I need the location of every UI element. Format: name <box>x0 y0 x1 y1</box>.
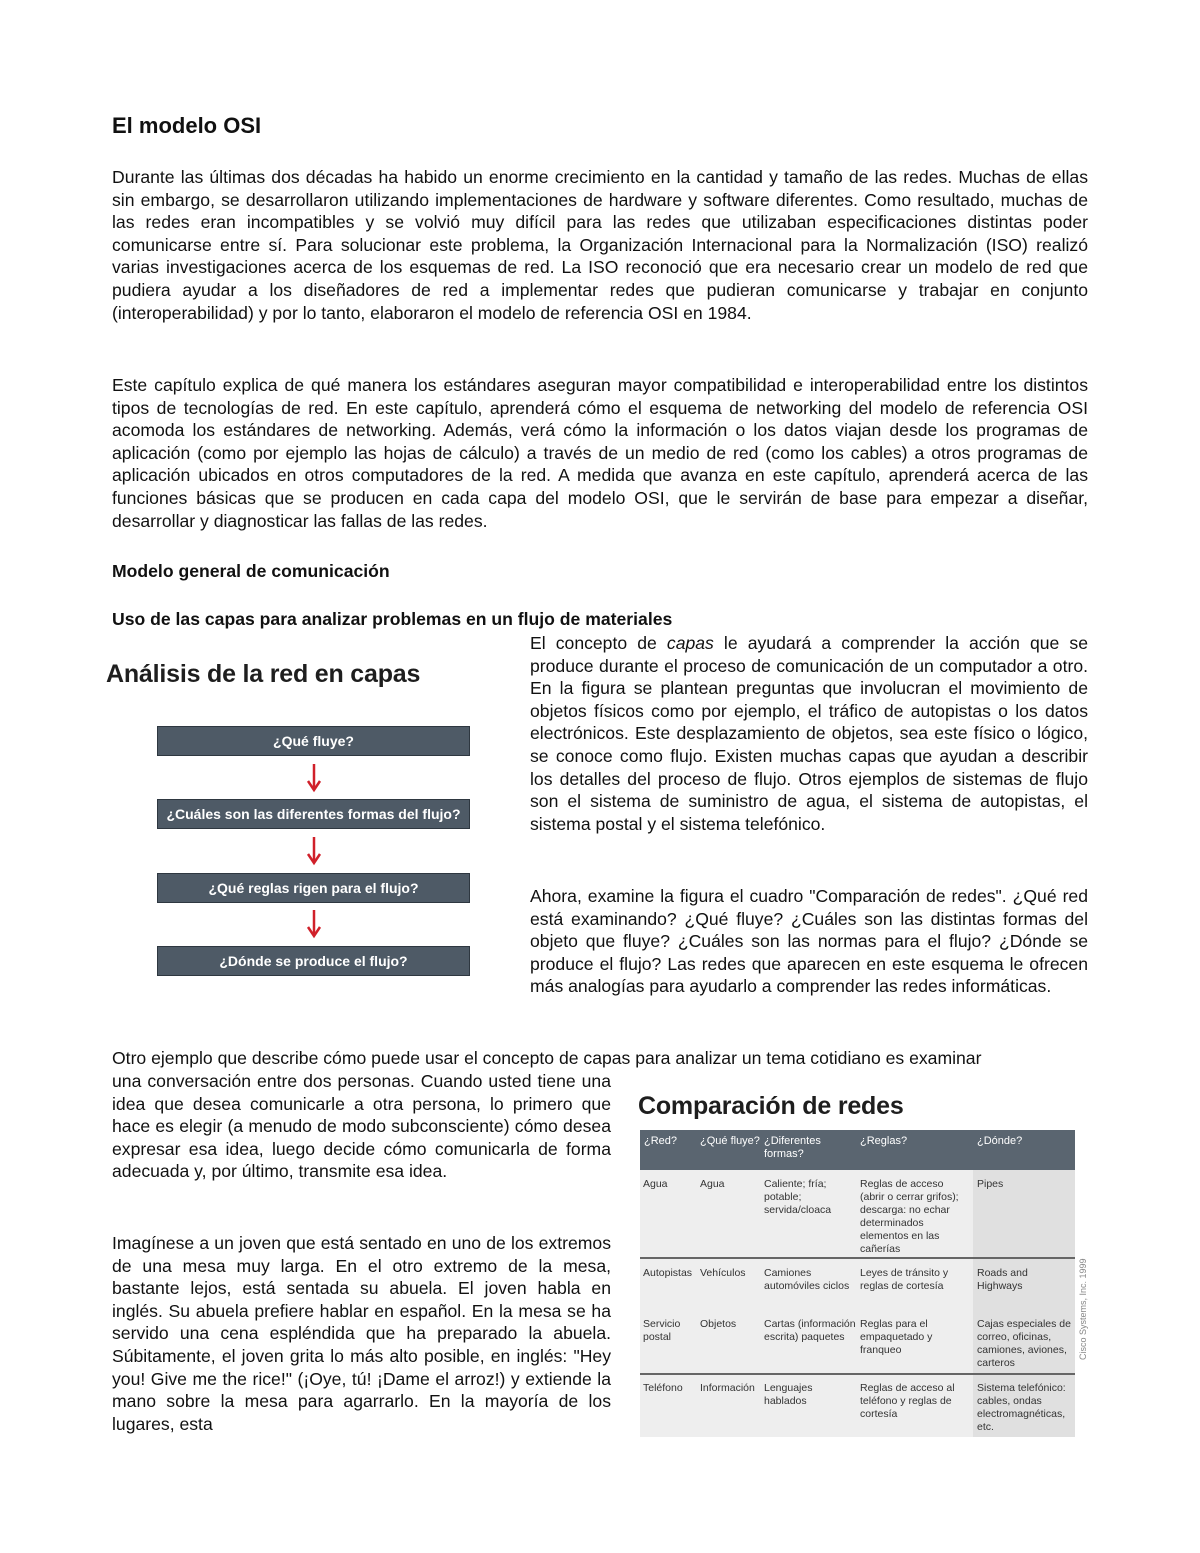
table-cell: Vehículos <box>700 1267 746 1279</box>
table-cell: Leyes de tránsito y reglas de cortesía <box>860 1267 949 1292</box>
flow-box-reglas: ¿Qué reglas rigen para el flujo? <box>157 873 470 903</box>
paragraph-joven: Imagínese a un joven que está sentado en uno de los extremos de una mesa muy larga. En el otro extremo de la mesa, bastante lejos, está sentada su abuela. El joven habla en inglés. Su abuela prefiere hablar en español. En la mesa se ha servido una cena espléndida que ha preparado la abuela. Súbitamente, el joven grita lo más alto posible, en inglés: "Hey you! Give me the rice!" (¡Oye, tú! ¡Dame el arroz!) y extiende la mano sobre la mesa para agarrarlo. En la mayoría de los lugares, esta <box>112 1233 611 1434</box>
figure2-title: Comparación de redes <box>638 1092 904 1120</box>
table-cell: Objetos <box>700 1318 737 1330</box>
emphasis-capas: capas <box>666 633 714 653</box>
paragraph-intro: Durante las últimas dos décadas ha habido un enorme crecimiento en la cantidad y tamaño de las redes. Muchas de ellas sin embargo, se desarrollaron utilizando implementaciones de hardware y software diferentes. Como resultado, muchas de las redes eran incompatibles y se volvió muy difícil para las redes que utilizaban especificaciones distintas poder comunicarse entre sí. Para solucionar este problema, la Organización Internacional para la Normalización (ISO) realizó varias investigaciones acerca de los esquemas de red. La ISO reconoció que era necesario crear un modelo de red que pudiera ayudar a los diseñadores de red a implementar redes que pudieran comunicarse y trabajar en conjunto (interoperabilidad) y por lo tanto, elaboraron el modelo de referencia OSI en 1984. <box>112 167 1088 323</box>
table-header-cell: ¿Diferentes formas? <box>764 1135 821 1160</box>
table-cell: Sistema telefónico: cables, ondas electromagnéticas, etc. <box>977 1382 1066 1433</box>
table-cell: Cartas (información escrita) paquetes <box>764 1318 856 1343</box>
down-arrow-icon <box>306 910 322 940</box>
paragraph-otro-ejemplo: Otro ejemplo que describe cómo puede usar el concepto de capas para analizar un tema cotidiano es examinar <box>112 1048 982 1068</box>
table-cell: Reglas para el empaquetado y franqueo <box>860 1318 933 1356</box>
table-header-cell: ¿Red? <box>644 1135 678 1147</box>
down-arrow-icon <box>306 837 322 867</box>
table-cell: Información <box>700 1382 755 1394</box>
table-cell: Pipes <box>977 1178 1004 1190</box>
table-cell: Camiones automóviles ciclos <box>764 1267 850 1292</box>
figure1-title: Análisis de la red en capas <box>106 660 421 688</box>
flow-box-formas: ¿Cuáles son las diferentes formas del flujo? <box>157 799 470 829</box>
comparison-table <box>640 1130 1075 1437</box>
table-cell: Lenguajes hablados <box>764 1382 813 1407</box>
table-cell: Caliente; fría; potable; servida/cloaca <box>764 1178 832 1216</box>
table-cell: Servicio postal <box>643 1318 681 1343</box>
table-cell: Autopistas <box>643 1267 693 1279</box>
flow-box-que-fluye: ¿Qué fluye? <box>157 726 470 756</box>
paragraph-capas: El concepto de capas le ayudará a comprender la acción que se produce durante el proceso de comunicación de un computador a otro. En la figura se plantean preguntas que involucran el movimiento de objetos físicos como por ejemplo, el tráfico de autopistas o los datos electrónicos. Este desplazamiento de objetos, sea este físico o lógico, se conoce como flujo. Existen muchas capas que ayudan a describir los detalles del proceso de flujo. Otros ejemplos de sistemas de flujo son el sistema de suministro de agua, el sistema de autopistas, el sistema postal y el sistema telefónico. <box>530 633 1088 834</box>
table-cell: Agua <box>700 1178 725 1190</box>
table-cell: Reglas de acceso al teléfono y reglas de cortesía <box>860 1382 955 1420</box>
table-header-cell: ¿Dónde? <box>977 1135 1023 1147</box>
flow-box-donde: ¿Dónde se produce el flujo? <box>157 946 470 976</box>
document-title: El modelo OSI <box>112 113 262 138</box>
heading-uso-capas: Uso de las capas para analizar problemas en un flujo de materiales <box>112 609 673 629</box>
copyright-note: Cisco Systems, Inc. 1999 <box>1078 1258 1088 1360</box>
paragraph-chapter: Este capítulo explica de qué manera los estándares aseguran mayor compatibilidad e interoperabilidad entre los distintos tipos de tecnologías de red. En este capítulo, aprenderá cómo el esquema de networking del modelo de referencia OSI acomoda los estándares de networking. Además, verá cómo la información o los datos viajan desde los programas de aplicación (como por ejemplo las hojas de cálculo) a través de un medio de red (como los cables) a otros programas de aplicación ubicados en otros computadores de la red. A medida que avanza en este capítulo, aprenderá acerca de las funciones básicas que se producen en cada capa del modelo OSI, que le servirán de base para empezar a diseñar, desarrollar y diagnosticar las fallas de las redes. <box>112 375 1088 531</box>
table-header-cell: ¿Reglas? <box>860 1135 908 1147</box>
table-cell: Roads and Highways <box>977 1267 1028 1292</box>
table-cell: Teléfono <box>643 1382 683 1394</box>
heading-modelo-general: Modelo general de comunicación <box>112 561 390 581</box>
table-cell: Agua <box>643 1178 668 1190</box>
table-header-cell: ¿Qué fluye? <box>700 1135 760 1147</box>
down-arrow-icon <box>306 764 322 794</box>
paragraph-conversacion: una conversación entre dos personas. Cuando usted tiene una idea que desea comunicarle a otra persona, lo primero que hace es elegir (a menudo de modo subconsciente) cómo desea expresar esa idea, luego decide cómo comunicarla de forma adecuada y, por último, transmite esa idea. <box>112 1071 611 1182</box>
table-cell: Cajas especiales de correo, oficinas, camiones, aviones, carteros <box>977 1318 1071 1369</box>
paragraph-comparacion: Ahora, examine la figura el cuadro "Comparación de redes". ¿Qué red está examinando? ¿Qué fluye? ¿Cuáles son las distintas formas del objeto que fluye? ¿Cuáles son las normas para el flujo? ¿Dónde se produce el flujo? Las redes que aparecen en este esquema le ofrecen más analogías para ayudarlo a comprender las redes informáticas. <box>530 886 1088 997</box>
table-cell: Reglas de acceso (abrir o cerrar grifos); descarga: no echar determinados elementos en las cañerías <box>860 1178 959 1255</box>
